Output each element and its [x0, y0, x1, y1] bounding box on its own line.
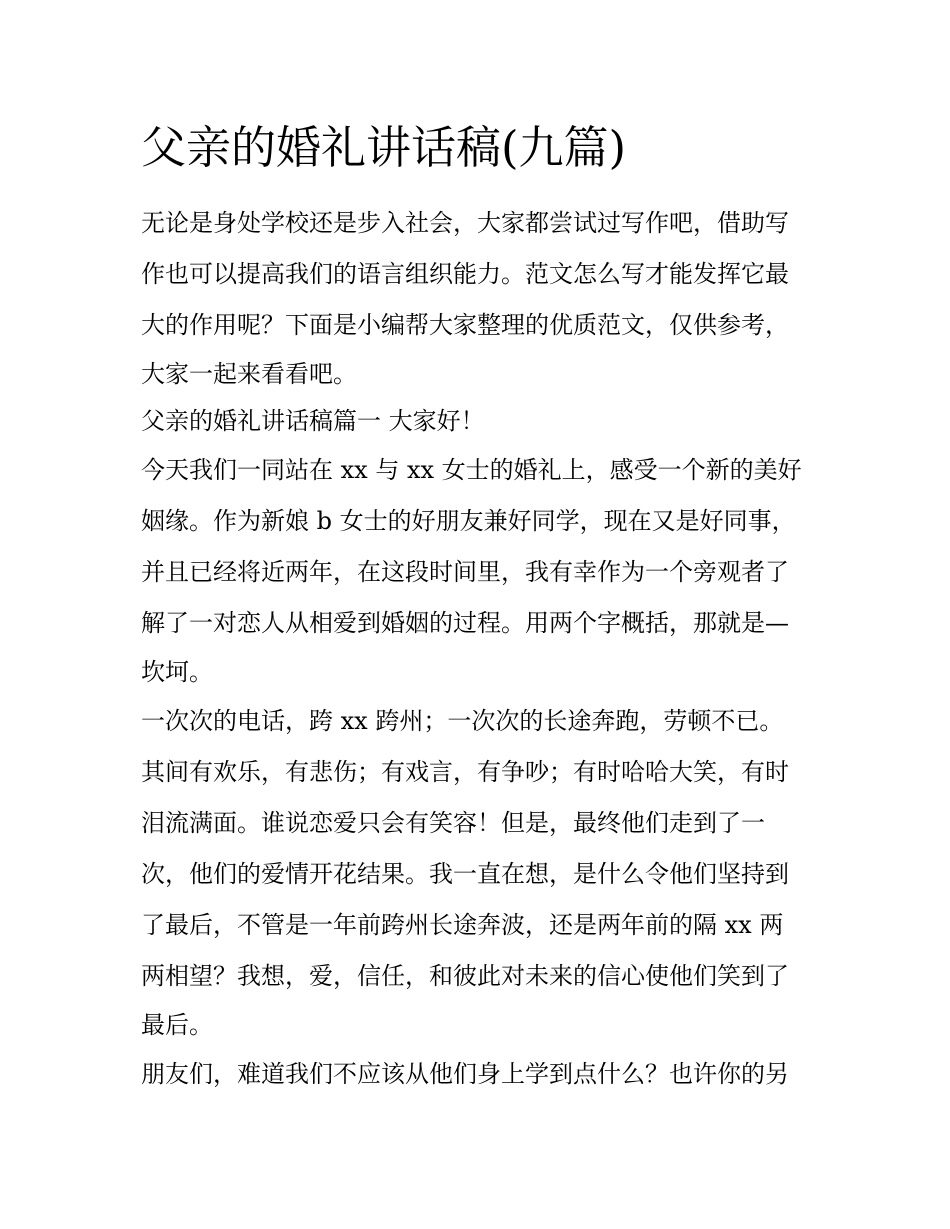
- body-line: 泪流满面。谁说恋爱只会有笑容！但是，最终他们走到了一: [141, 809, 765, 837]
- body-line: 并且已经将近两年，在这段时间里，我有幸作为一个旁观者了: [141, 558, 789, 586]
- body-line: 今天我们一同站在 xx 与 xx 女士的婚礼上，感受一个新的美好: [141, 456, 802, 484]
- body-line: 解了一对恋人从相爱到婚姻的过程。用两个字概括，那就是—: [141, 609, 789, 637]
- body-line: 一次次的电话，跨 xx 跨州；一次次的长途奔跑，劳顿不已。: [141, 707, 784, 735]
- body-line: 次，他们的爱情开花结果。我一直在想，是什么令他们坚持到: [141, 860, 789, 888]
- document-body: [141, 198, 821, 1100]
- body-line: 两相望？我想，爱，信任，和彼此对未来的信心使他们笑到了: [141, 962, 789, 990]
- section-heading: 父亲的婚礼讲话稿篇一 大家好！: [141, 407, 485, 435]
- document-title: 父亲的婚礼讲话稿(九篇): [141, 121, 627, 174]
- body-line: 作也可以提高我们的语言组织能力。范文怎么写才能发挥它最: [141, 260, 789, 288]
- body-line: 大的作用呢？下面是小编帮大家整理的优质范文，仅供参考，: [141, 311, 789, 339]
- body-line: 最后。: [141, 1011, 213, 1039]
- body-line: 无论是身处学校还是步入社会，大家都尝试过写作吧，借助写: [141, 209, 789, 237]
- body-line: 朋友们，难道我们不应该从他们身上学到点什么？也许你的另: [141, 1060, 789, 1088]
- body-line: 坎坷。: [141, 658, 213, 686]
- body-line: 姻缘。作为新娘 b 女士的好朋友兼好同学，现在又是好同事，: [141, 507, 796, 535]
- body-line: 其间有欢乐，有悲伤；有戏言，有争吵；有时哈哈大笑，有时: [141, 758, 789, 786]
- body-line: 大家一起来看看吧。: [141, 360, 357, 388]
- body-line: 了最后，不管是一年前跨州长途奔波，还是两年前的隔 xx 两: [141, 911, 784, 939]
